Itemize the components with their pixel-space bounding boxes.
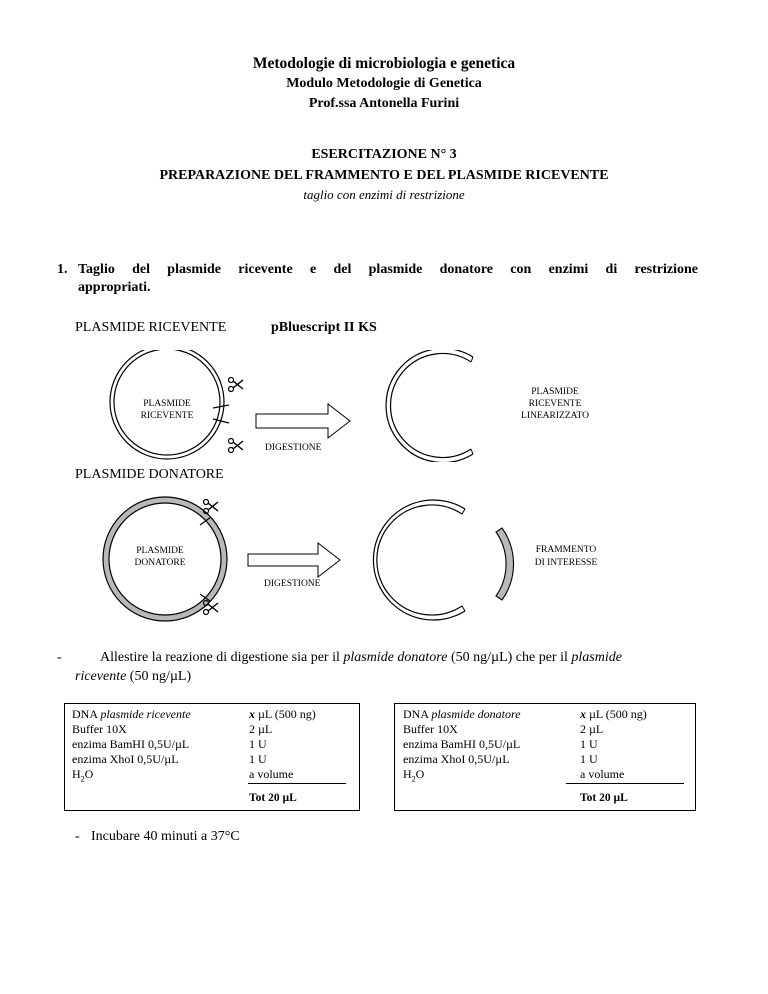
recipient-result-1: PLASMIDE bbox=[531, 387, 579, 397]
recipient-diagram bbox=[0, 350, 768, 462]
table-total: Tot 20 µL bbox=[580, 792, 628, 804]
recipient-label: PLASMIDE RICEVENTE bbox=[75, 320, 227, 335]
donor-circle-label-2: DONATORE bbox=[134, 558, 186, 568]
scissors-icon bbox=[229, 439, 244, 453]
table-row-value: x µL (500 ng) bbox=[249, 707, 316, 721]
table-values bbox=[580, 707, 647, 782]
instruction-bullet: - bbox=[57, 650, 62, 665]
table-row-label: DNA plasmide ricevente bbox=[72, 707, 191, 721]
digestion-table-donor bbox=[394, 703, 696, 811]
cut-mark bbox=[213, 405, 229, 408]
table-row-label: enzima BamHI 0,5U/µL bbox=[72, 737, 190, 751]
arrow-right-icon bbox=[248, 543, 340, 577]
exercise-subtitle: taglio con enzimi di restrizione bbox=[303, 187, 465, 202]
digestion-table-recipient bbox=[64, 703, 360, 811]
table-values bbox=[249, 707, 316, 782]
table-row-value: 1 U bbox=[249, 737, 267, 751]
scissors-icon bbox=[229, 378, 244, 392]
donor-circle-label-1: PLASMIDE bbox=[136, 546, 184, 556]
table-row-value: 1 U bbox=[249, 752, 267, 766]
section-heading-line2: appropriati. bbox=[78, 280, 151, 295]
cut-donor-plasmid bbox=[373, 500, 465, 620]
donor-fragment-2: DI INTERESSE bbox=[534, 558, 598, 568]
donor-diagram bbox=[0, 495, 768, 625]
cut-donor-plasmid-inner bbox=[377, 505, 462, 615]
recipient-vector: pBluescript II KS bbox=[271, 320, 377, 335]
recipient-circle-label-1: PLASMIDE bbox=[143, 399, 191, 409]
table-row-label: $H_2O$ bbox=[403, 767, 425, 784]
recipient-result-3: LINEARIZZATO bbox=[521, 411, 589, 421]
instruction-line1: Allestire la reazione di digestione sia per il plasmide donatore (50 ng/µL) che per il plasmide bbox=[100, 650, 622, 665]
section-number: 1. bbox=[57, 262, 68, 277]
table-row-label: Buffer 10X bbox=[403, 722, 458, 736]
recipient-circle-label-2: RICEVENTE bbox=[140, 411, 194, 421]
table-row-value: 2 µL bbox=[249, 722, 273, 736]
table-row-value: a volume bbox=[580, 767, 625, 781]
linearized-plasmid-inner bbox=[391, 354, 471, 458]
recipient-digest-label: DIGESTIONE bbox=[265, 443, 322, 453]
table-labels bbox=[72, 707, 191, 786]
instruction-line2: ricevente (50 ng/µL) bbox=[75, 669, 192, 684]
course-title: Metodologie di microbiologia e genetica bbox=[252, 55, 516, 72]
donor-label: PLASMIDE DONATORE bbox=[75, 467, 224, 482]
table-row-value: x µL (500 ng) bbox=[580, 707, 647, 721]
table-row-label: $H_2O$ bbox=[72, 767, 94, 784]
section-heading-line1: Taglio del plasmide ricevente e del plasmide donatore con enzimi di restrizione bbox=[78, 262, 698, 277]
exercise-title: PREPARAZIONE DEL FRAMMENTO E DEL PLASMIDE RICEVENTE bbox=[159, 168, 609, 183]
fragment-of-interest bbox=[496, 528, 514, 600]
incubation-bullet: - bbox=[75, 829, 80, 844]
exercise-number: ESERCITAZIONE N° 3 bbox=[311, 147, 457, 162]
table-row-label: enzima XhoI 0,5U/µL bbox=[72, 752, 179, 766]
incubation-text: Incubare 40 minuti a 37°C bbox=[91, 829, 240, 844]
recipient-result-2: RICEVENTE bbox=[528, 399, 582, 409]
table-labels bbox=[403, 707, 521, 786]
scissors-icon bbox=[204, 500, 219, 514]
professor-name: Prof.ssa Antonella Furini bbox=[308, 96, 460, 111]
total-divider bbox=[566, 783, 684, 784]
linearized-plasmid bbox=[386, 350, 473, 462]
table-row-label: DNA plasmide donatore bbox=[403, 707, 521, 721]
table-row-label: enzima XhoI 0,5U/µL bbox=[403, 752, 510, 766]
arrow-right-icon bbox=[256, 404, 350, 438]
module-name: Modulo Metodologie di Genetica bbox=[286, 76, 482, 91]
table-row-label: Buffer 10X bbox=[72, 722, 127, 736]
table-row-value: 2 µL bbox=[580, 722, 604, 736]
table-total: Tot 20 µL bbox=[249, 792, 297, 804]
donor-fragment-1: FRAMMENTO bbox=[535, 545, 597, 555]
total-divider bbox=[248, 783, 346, 784]
donor-digest-label: DIGESTIONE bbox=[264, 579, 321, 589]
table-row-value: 1 U bbox=[580, 737, 598, 751]
table-row-value: 1 U bbox=[580, 752, 598, 766]
table-row-value: a volume bbox=[249, 767, 294, 781]
table-row-label: enzima BamHI 0,5U/µL bbox=[403, 737, 521, 751]
